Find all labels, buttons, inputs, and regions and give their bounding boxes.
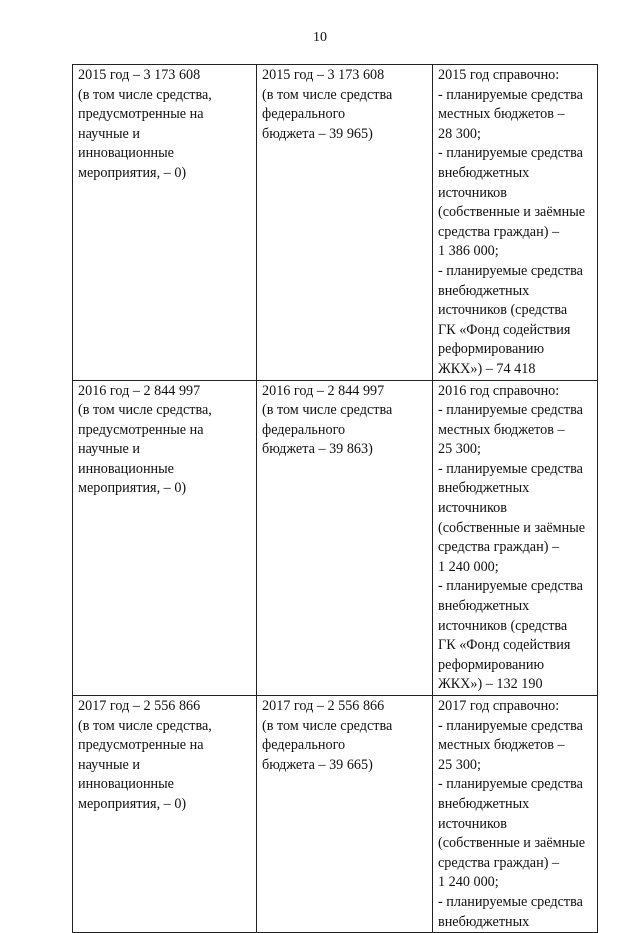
cell-text-line: (собственные и заёмные	[438, 835, 586, 852]
funding-table-body	[73, 65, 598, 933]
table-row-2016	[73, 380, 598, 696]
total-funding-cell	[73, 380, 257, 696]
cell-text-line: 2017 год – 2 556 866	[262, 698, 385, 714]
cell-text-line: средства граждан) –	[438, 854, 560, 871]
cell-text-line: федерального	[262, 106, 346, 123]
cell-text-line: внебюджетных	[438, 913, 530, 930]
cell-text-line: 2015 год справочно:	[438, 67, 560, 83]
cell-text-line: внебюджетных	[438, 795, 530, 812]
cell-text-line: мероприятия, – 0)	[78, 480, 187, 497]
cell-text-line: мероприятия, – 0)	[78, 795, 187, 812]
cell-text-line: ЖКХ») – 74 418	[438, 360, 536, 377]
cell-text-line: (в том числе средства,	[78, 402, 212, 419]
cell-text-line: ЖКХ») – 132 190	[438, 676, 543, 693]
cell-text-line: федерального	[262, 737, 346, 754]
cell-text-line: (в том числе средства	[262, 402, 393, 419]
cell-text-line: научные и	[78, 441, 140, 458]
cell-text-line: 25 300;	[438, 441, 481, 458]
cell-text-line: - планируемые средства	[438, 578, 583, 595]
cell-text-line: предусмотренные на	[78, 737, 204, 754]
cell-text-line: источников (средства	[438, 302, 568, 319]
reference-funding-cell	[433, 65, 598, 381]
cell-text-line: 28 300;	[438, 125, 481, 142]
table-row-2015	[73, 65, 598, 381]
cell-text-line: средства граждан) –	[438, 223, 560, 240]
cell-text-line: предусмотренные на	[78, 106, 204, 123]
cell-text-line: 2016 год – 2 844 997	[262, 382, 385, 399]
cell-text-line: 1 240 000;	[438, 558, 499, 575]
federal-funding-cell	[257, 696, 433, 933]
cell-text-line: инновационные	[78, 460, 174, 477]
funding-table	[72, 64, 598, 933]
cell-text-line: внебюджетных	[438, 164, 530, 181]
cell-text-line: 2015 год – 3 173 608	[262, 67, 385, 83]
cell-text-line: бюджета – 39 863)	[262, 441, 373, 458]
cell-text-line: - планируемые средства	[438, 402, 583, 419]
cell-text-line: источников	[438, 815, 507, 832]
federal-funding-cell	[257, 65, 433, 381]
cell-text-line: местных бюджетов –	[438, 737, 565, 754]
cell-text-line: ГК «Фонд содействия	[438, 637, 571, 654]
cell-text-line: 2017 год справочно:	[438, 698, 560, 714]
cell-text-line: - планируемые средства	[438, 145, 583, 162]
cell-text-line: инновационные	[78, 145, 174, 162]
cell-text-line: - планируемые средства	[438, 776, 583, 793]
cell-text-line: (собственные и заёмные	[438, 519, 586, 536]
cell-text-line: (в том числе средства	[262, 717, 393, 734]
cell-text-line: реформированию	[438, 656, 545, 673]
cell-text-line: 2017 год – 2 556 866	[78, 698, 201, 714]
cell-text-line: реформированию	[438, 341, 545, 358]
cell-text-line: - планируемые средства	[438, 717, 583, 734]
cell-text-line: (в том числе средства	[262, 86, 393, 103]
federal-funding-cell	[257, 380, 433, 696]
cell-text-line: бюджета – 39 965)	[262, 125, 373, 142]
cell-text-line: 1 386 000;	[438, 243, 499, 260]
cell-text-line: научные и	[78, 756, 140, 773]
cell-text-line: внебюджетных	[438, 282, 530, 299]
cell-text-line: внебюджетных	[438, 598, 530, 615]
cell-text-line: (в том числе средства,	[78, 86, 212, 103]
cell-text-line: инновационные	[78, 776, 174, 793]
cell-text-line: местных бюджетов –	[438, 106, 565, 123]
reference-funding-cell	[433, 696, 598, 933]
cell-text-line: 2016 год – 2 844 997	[78, 382, 201, 399]
cell-text-line: научные и	[78, 125, 140, 142]
cell-text-line: федерального	[262, 421, 346, 438]
cell-text-line: источников (средства	[438, 617, 568, 634]
total-funding-cell	[73, 696, 257, 933]
cell-text-line: мероприятия, – 0)	[78, 164, 187, 181]
cell-text-line: - планируемые средства	[438, 86, 583, 103]
cell-text-line: ГК «Фонд содействия	[438, 321, 571, 338]
cell-text-line: предусмотренные на	[78, 421, 204, 438]
cell-text-line: - планируемые средства	[438, 262, 583, 279]
cell-text-line: 25 300;	[438, 756, 481, 773]
cell-text-line: местных бюджетов –	[438, 421, 565, 438]
cell-text-line: источников	[438, 184, 507, 201]
cell-text-line: источников	[438, 500, 507, 517]
cell-text-line: (в том числе средства,	[78, 717, 212, 734]
table-row-2017	[73, 696, 598, 933]
total-funding-cell	[73, 65, 257, 381]
reference-funding-cell	[433, 380, 598, 696]
cell-text-line: (собственные и заёмные	[438, 204, 586, 221]
page-number: 10	[313, 30, 327, 45]
cell-text-line: внебюджетных	[438, 480, 530, 497]
cell-text-line: 1 240 000;	[438, 874, 499, 891]
cell-text-line: средства граждан) –	[438, 539, 560, 556]
cell-text-line: - планируемые средства	[438, 460, 583, 477]
cell-text-line: 2015 год – 3 173 608	[78, 67, 201, 83]
cell-text-line: - планируемые средства	[438, 893, 583, 910]
cell-text-line: бюджета – 39 665)	[262, 756, 373, 773]
cell-text-line: 2016 год справочно:	[438, 382, 560, 399]
